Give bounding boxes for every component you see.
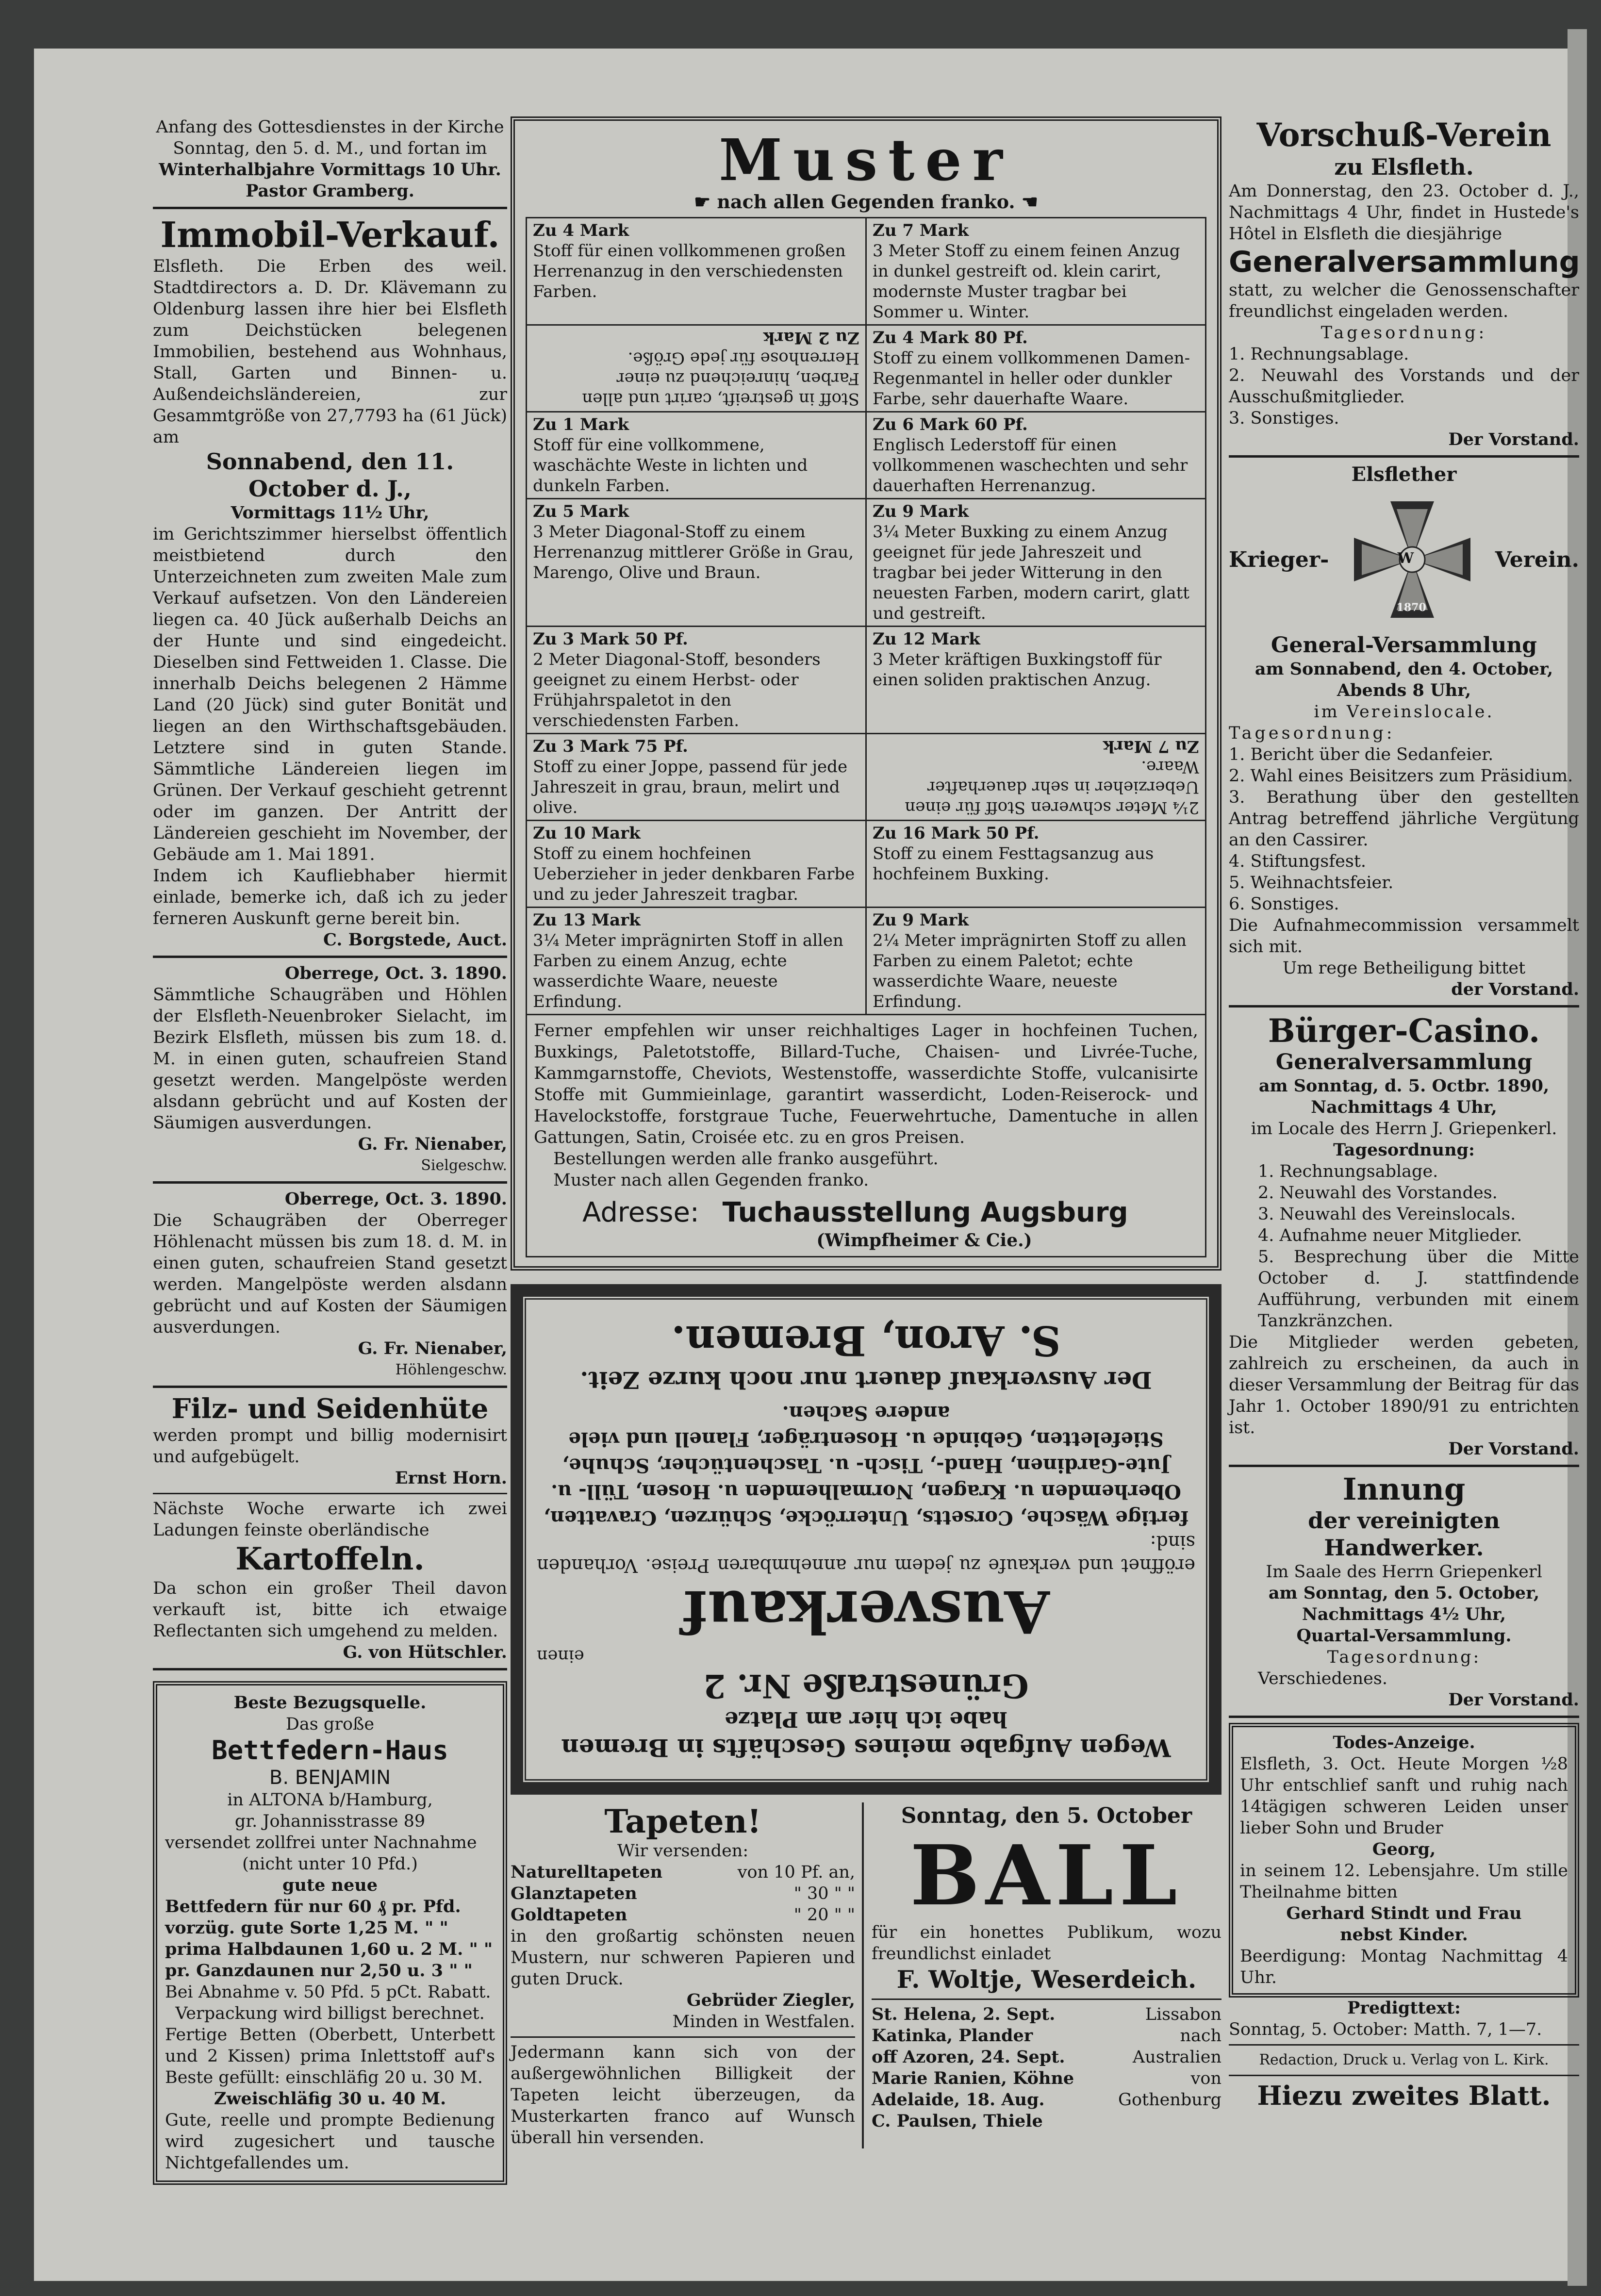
vorschuss-title: Vorschuß-Verein — [1256, 116, 1551, 154]
tapeten-ad — [511, 1802, 864, 2148]
todes-title: Todes-Anzeige. — [1333, 1733, 1475, 1752]
price-cell — [527, 908, 867, 1015]
bettfedern-line: Verpackung wird billigst berechnet. — [175, 2004, 485, 2023]
innung-title: Innung — [1342, 1471, 1466, 1507]
bettfedern-line: pr. Ganzdaunen nur 2,50 u. 3 " " — [165, 1961, 473, 1981]
muster-samples: Muster nach allen Gegenden franko. — [553, 1171, 869, 1190]
ship-route: Lissabon — [1145, 2005, 1221, 2024]
bettfedern-line: gute neue — [282, 1875, 378, 1895]
innung-agenda-title: Tagesordnung: — [1327, 1648, 1481, 1667]
todes-body: Elsfleth, 3. Oct. Heute Morgen ½8 Uhr entschlief sanft und ruhig nach 14tägigen schweren Leiden unser lieber Sohn und Bruder — [1240, 1754, 1568, 1838]
muster-subtitle: ☛ nach allen Gegenden franko. ☚ — [694, 191, 1038, 213]
bottom-middle-row — [511, 1802, 1221, 2148]
kartoffeln-intro: Nächste Woche erwarte ich zwei Ladungen feinste oberländische — [153, 1499, 507, 1540]
casino-item: 3. Neuwahl des Vereinslocals. — [1258, 1205, 1516, 1224]
tapeten-line-2: in den großartig schönsten neuen Mustern, nur schweren Papieren und guten Druck. — [511, 1927, 855, 1989]
ship-route: von — [1190, 2069, 1221, 2088]
price-description: 3 Meter Stoff zu einem feinen Anzug in dunkel gestreift od. klein carirt, modernste Muster tragbar bei Sommer u. Winter. — [873, 241, 1180, 322]
krieger-item: 4. Stiftungsfest. — [1229, 852, 1367, 871]
bettfedern-name: B. BENJAMIN — [269, 1767, 391, 1789]
todes-anzeige — [1229, 1723, 1579, 1998]
middle-column — [511, 116, 1221, 2148]
innung-kind: Quartal-Versammlung. — [1296, 1626, 1512, 1646]
krieger-sign: der Vorstand. — [1451, 979, 1579, 999]
price-cell — [867, 413, 1206, 499]
krieger-right: Verein. — [1495, 547, 1579, 572]
price-description: Englisch Lederstoff für einen vollkommenen waschechten und sehr dauerhaften Herrenanzug. — [873, 435, 1188, 496]
price-cell — [527, 821, 867, 908]
kartoffeln-body: Da schon ein großer Theil davon verkauft ist, bitte ich etwaige Reflectanten sich umgehend zu melden. — [153, 1579, 507, 1641]
krieger-place: im Vereinslocale. — [1314, 702, 1494, 722]
ball-ad — [864, 1802, 1221, 2148]
oberrege2-head: Oberrege, Oct. 3. 1890. — [284, 1189, 507, 1209]
bettfedern-das: Das große — [285, 1715, 375, 1734]
price-description: Stoff in gestreift, carirt und allen Farben, hinreichend zu einer Herrenhose für jede Größe. — [582, 348, 859, 409]
left-column — [153, 116, 507, 2185]
price-cell — [867, 499, 1206, 627]
immobil-time: Vormittags 11½ Uhr, — [231, 503, 429, 523]
bettfedern-line: versendet zollfrei unter Nachnahme — [165, 1833, 477, 1852]
hand-pointer-icon: ☛ — [694, 191, 717, 213]
kartoffeln-title: Kartoffeln. — [235, 1541, 425, 1577]
todes-body-2: in seinem 12. Lebensjahre. Um stille Theilnahme bitten — [1240, 1861, 1568, 1902]
muster-address-sub: (Wimpfheimer & Cie.) — [816, 1230, 1032, 1251]
price-description: Stoff zu einem vollkommenen Damen-Regenmantel in heller oder dunkler Farbe, sehr dauerhafte Waare. — [873, 348, 1190, 409]
oberrege2-role: Höhlengeschw. — [395, 1361, 507, 1378]
price-description: Stoff zu einem hochfeinen Ueberzieher in jeder denkbaren Farbe und zu jeder Jahreszeit tragbar. — [533, 844, 855, 904]
immobil-body: Elsfleth. Die Erben des weil. Stadtdirectors a. D. Dr. Klävemann zu Oldenburg lassen ihre hier bei Elsfleth zum Deichstücken belegenen Immobilien, bestehend aus Wohnhaus, Stall, Garten und Binnen- u. Außendeichsländereien, zur Gesammtgröße von 27,7793 ha (61 Jück) am — [153, 257, 507, 447]
ship-news — [872, 2004, 1221, 2132]
bettfedern-ad — [153, 1681, 507, 2185]
price-cell — [867, 627, 1206, 734]
price-label: Zu 5 Mark — [533, 502, 629, 521]
ausverkauf-content — [537, 1316, 1195, 1763]
casino-sign: Der Vorstand. — [1448, 1439, 1579, 1459]
ball-body: für ein honettes Publikum, wozu freundlichst einladet — [872, 1923, 1221, 1964]
tapeten-kind: Naturelltapeten — [511, 1862, 663, 1882]
bettfedern-title: Bettfedern-Haus — [212, 1735, 448, 1766]
innung-item: Verschiedenes. — [1258, 1669, 1387, 1688]
kartoffeln-sign: G. von Hütschler. — [343, 1642, 507, 1662]
price-label: Zu 13 Mark — [533, 910, 641, 930]
predigt-title: Predigttext: — [1347, 1998, 1461, 2018]
muster-ad — [511, 116, 1221, 1271]
tapeten-price-row — [511, 1862, 855, 1883]
ausverkauf-line-4: einen — [537, 1646, 584, 1666]
ausverkauf-line-3: Grünestraße Nr. 2 — [703, 1667, 1029, 1705]
price-cell — [527, 326, 867, 413]
tapeten-kind: Glanztapeten — [511, 1883, 637, 1903]
price-label: Zu 7 Mark — [873, 221, 969, 240]
vorschuss-gv: Generalversammlung — [1229, 245, 1580, 279]
church-line-1: Anfang des Gottesdienstes in der Kirche — [156, 117, 504, 137]
price-grid — [526, 217, 1206, 1015]
filz-body: werden prompt und billig modernisirt und aufgebügelt. — [153, 1426, 507, 1467]
oberrege1-head: Oberrege, Oct. 3. 1890. — [284, 963, 507, 983]
oberrege1-sign: G. Fr. Nienaber, — [358, 1134, 507, 1154]
casino-item: 5. Besprechung über die Mitte October d. J. stattfindende Aufführung, verbunden mit einem Tanzkränzchen. — [1258, 1247, 1579, 1331]
price-cell — [527, 627, 867, 734]
ship-route: nach — [1180, 2026, 1221, 2046]
tapeten-city: Minden in Westfalen. — [672, 2012, 855, 2032]
price-label: Zu 16 Mark 50 Pf. — [873, 824, 1040, 843]
immobil-date: Sonnabend, den 11. October d. J., — [206, 448, 454, 502]
muster-more: Ferner empfehlen wir unser reichhaltiges Lager in hochfeinen Tuchen, Buxkings, Paletotstoffe, Billard-Tuche, Chaisen- und Livrée-Tuche, Kammgarnstoffe, Cheviots, Westenstoffe, wasserdichte Stoffe, vulcanisirte Stoffe mit Gummieinlage, garantirt wasserdicht, Loden-Reiserock- und Havelockstoffe, forstgraue Tuche, Feuerwehrtuche, Damentuche in allen Gattungen, Satin, Croisée etc. zu en gros Preisen. — [534, 1021, 1198, 1147]
casino-place: im Locale des Herrn J. Griepenkerl. — [1251, 1119, 1557, 1139]
krieger-top: Elsflether — [1351, 463, 1457, 486]
hand-pointer-icon: ☚ — [1015, 191, 1038, 213]
ausverkauf-line-2: habe ich hier am Platze — [725, 1707, 1007, 1732]
bettfedern-city: in ALTONA b/Hamburg, — [227, 1790, 433, 1810]
price-cell — [867, 218, 1206, 326]
iron-cross-icon: W 1870 — [1344, 492, 1480, 628]
todes-sign: Gerhard Stindt und Frau — [1286, 1903, 1522, 1923]
bettfedern-line: Fertige Betten (Oberbett, Unterbett und 2 Kissen) prima Inlettstoff auf's Beste gefüllt: einschläfig 20 u. 30 M. — [165, 2025, 495, 2087]
ausverkauf-line-6: fertige Wäsche, Corsetts, Unterröcke, Schürzen, Cravatten, Oberhemden u. Kragen, Normalhemden u. Hosen, Tüll- u. Jute-Gardinen, Hand-, Tisch- u. Taschentücher, Schuhe, Stiefeletten, Gebinde u. Hosenträger, Flanell und viele andere Sachen. — [543, 1402, 1189, 1529]
price-cell — [527, 218, 867, 326]
krieger-item: 6. Sonstiges. — [1229, 894, 1339, 914]
krieger-item: 2. Wahl eines Beisitzers zum Präsidium. — [1229, 766, 1573, 786]
tapeten-price: " 30 " " — [793, 1884, 855, 1903]
ball-date: Sonntag, den 5. October — [901, 1803, 1192, 1828]
ship-name: St. Helena, 2. Sept. — [872, 2004, 1056, 2024]
price-label: Zu 12 Mark — [873, 629, 980, 649]
price-description: 2¼ Meter imprägnirten Stoff zu allen Farben zu einem Paletot; echte wasserdichte Waare, neueste Erfindung. — [873, 931, 1187, 1011]
casino-title: Bürger-Casino. — [1268, 1012, 1540, 1050]
casino-item: 1. Rechnungsablage. — [1258, 1162, 1438, 1181]
price-description: Stoff zu einer Joppe, passend für jede Jahreszeit in grau, braun, melirt und olive. — [533, 757, 848, 817]
muster-address: Adresse: Tuchausstellung Augsburg — [582, 1197, 1128, 1228]
tapeten-kind: Goldtapeten — [511, 1905, 627, 1925]
ship-row — [872, 2025, 1221, 2047]
filz-sign: Ernst Horn. — [395, 1468, 507, 1488]
ausverkauf-line-7: Der Ausverkauf dauert nur noch kurze Zeit. — [580, 1366, 1152, 1393]
price-cell — [527, 499, 867, 627]
ausverkauf-title: Ausverkauf — [682, 1577, 1050, 1646]
bettfedern-top: Beste Bezugsquelle. — [233, 1693, 427, 1713]
right-column — [1229, 116, 1579, 2111]
muster-title: Muster — [719, 126, 1013, 194]
tapeten-prices — [511, 1862, 855, 1926]
casino-item: 2. Neuwahl des Vorstandes. — [1258, 1183, 1498, 1203]
price-label: Zu 1 Mark — [533, 415, 629, 434]
ship-name: Adelaide, 18. Aug. — [872, 2090, 1045, 2110]
price-description: Stoff zu einem Festtagsanzug aus hochfeinem Buxking. — [873, 844, 1154, 884]
tapeten-title: Tapeten! — [604, 1802, 761, 1840]
price-cell — [867, 908, 1206, 1015]
oberrege1-body: Sämmtliche Schaugräben und Höhlen der Elsfleth-Neuenbroker Sielacht, im Bezirk Elsfleth, müssen bis zum 18. d. M. in einen guten, schaufreien Stand gesetzt werden. Mangelpöste werden alsdann gebrücht und auf Kosten der Säumigen ausverdungen. — [153, 985, 507, 1133]
immobil-body-3: Indem ich Kaufliebhaber hiermit einlade, bemerke ich, daß ich zu jeder ferneren Auskunft gerne bereit bin. — [153, 866, 507, 928]
price-cell — [527, 734, 867, 821]
price-description: 2¼ Meter schweren Stoff für einen Ueberzieher in sehr dauerhafter Waare. — [905, 757, 1199, 817]
ball-title: BALL — [910, 1827, 1183, 1924]
price-label: Zu 9 Mark — [873, 910, 969, 930]
todes-burial: Beerdigung: Montag Nachmittag 4 Uhr. — [1240, 1947, 1568, 1987]
ship-name: C. Paulsen, Thiele — [872, 2111, 1043, 2131]
tapeten-price-row — [511, 1883, 855, 1904]
oberrege1-role: Sielgeschw. — [421, 1157, 507, 1174]
price-label: Zu 4 Mark 80 Pf. — [873, 328, 1028, 347]
price-label: Zu 3 Mark 75 Pf. — [533, 737, 688, 756]
ship-name: Marie Ranien, Köhne — [872, 2068, 1074, 2088]
price-label: Zu 4 Mark — [533, 221, 629, 240]
krieger-year: 1870 — [1396, 601, 1426, 614]
bettfedern-line: (nicht unter 10 Pfd.) — [242, 1854, 418, 1874]
krieger-item: 3. Berathung über den gestellten Antrag betreffend jährliche Vergütung an den Cassirer. — [1229, 788, 1579, 850]
tapeten-price: " 20 " " — [793, 1905, 855, 1925]
church-line-3: Winterhalbjahre Vormittags 10 Uhr. — [159, 160, 501, 180]
price-description: 3 Meter kräftigen Buxkingstoff für einen soliden praktischen Anzug. — [873, 650, 1162, 690]
price-cell — [527, 413, 867, 499]
filz-title: Filz- und Seidenhüte — [171, 1393, 489, 1425]
krieger-agenda-title: Tagesordnung: — [1229, 724, 1395, 743]
ship-route: Australien — [1132, 2048, 1221, 2067]
innung-sign: Der Vorstand. — [1448, 1690, 1579, 1710]
bettfedern-line: Bei Abnahme v. 50 Pfd. 5 pCt. Rabatt. — [165, 1982, 491, 2002]
oberrege2-body: Die Schaugräben der Oberreger Höhlenacht müssen bis zum 18. d. M. in einen guten, schaufreien Stand gesetzt werden. Mangelpöste werden alsdann gebrücht und auf Kosten der Säumigen ausverdungen. — [153, 1211, 507, 1337]
ship-row — [872, 2068, 1221, 2089]
casino-body: Die Mitglieder werden gebeten, zahlreich zu erscheinen, da auch in dieser Versammlung der Beitrag für das Jahr 1. October 1890/91 zu entrichten ist. — [1229, 1333, 1579, 1437]
ausverkauf-line-5: eröffnet und verkaufe zu jedem nur annehmbaren Preise. Vorhanden sind: — [537, 1532, 1195, 1576]
innung-place: Im Saale des Herrn Griepenkerl — [1266, 1562, 1542, 1582]
tapeten-sign: Gebrüder Ziegler, — [686, 1990, 855, 2010]
price-label: Zu 6 Mark 60 Pf. — [873, 415, 1028, 434]
vorschuss-agenda-title: Tagesordnung: — [1320, 323, 1487, 343]
price-label: Zu 10 Mark — [533, 824, 641, 843]
bettfedern-street: gr. Johannisstrasse 89 — [234, 1812, 426, 1831]
vorschuss-item: 3. Sonstiges. — [1229, 409, 1339, 428]
church-line-4: Pastor Gramberg. — [246, 181, 414, 201]
immobil-title: Immobil-Verkauf. — [160, 214, 500, 255]
price-description: 2 Meter Diagonal-Stoff, besonders geeignet zu einem Herbst- oder Frühjahrspaletot in den verschiedensten Farben. — [533, 650, 821, 730]
ship-name: off Azoren, 24. Sept. — [872, 2047, 1065, 2067]
tapeten-price-row — [511, 1904, 855, 1926]
krieger-body: Die Aufnahmecommission versammelt sich mit. — [1229, 916, 1579, 957]
tapeten-price: von 10 Pf. an, — [737, 1863, 855, 1882]
bettfedern-line: vorzüg. gute Sorte 1,25 M. " " — [165, 1918, 448, 1938]
price-label: Zu 7 Mark — [1103, 737, 1199, 756]
ship-row — [872, 2111, 1221, 2132]
tapeten-line-1: Wir versenden: — [617, 1841, 749, 1861]
bettfedern-line: Zweischläfig 30 u. 40 M. — [214, 2089, 446, 2109]
ship-name: Katinka, Plander — [872, 2026, 1033, 2046]
tapeten-line-3: Jedermann kann sich von der außergewöhnlichen Billigkeit der Tapeten leicht überzeugen, da Musterkarten franco auf Wunsch überall hin versenden. — [511, 2043, 855, 2147]
vorschuss-body: Am Donnerstag, den 23. October d. J., Nachmittags 4 Uhr, findet in Hustede's Hôtel in Elsfleth die diesjährige — [1229, 182, 1579, 244]
casino-time: Nachmittags 4 Uhr, — [1311, 1097, 1497, 1117]
krieger-item: 5. Weihnachtsfeier. — [1229, 873, 1394, 892]
price-description: 3¼ Meter Buxking zu einem Anzug geeignet für jede Jahreszeit und tragbar bei jeder Witterung in den neuesten Farben, modern carirt, glatt und gestreift. — [873, 522, 1189, 623]
price-cell — [867, 326, 1206, 413]
casino-item: 4. Aufnahme neuer Mitglieder. — [1258, 1226, 1522, 1245]
vorschuss-item: 1. Rechnungsablage. — [1229, 345, 1409, 364]
krieger-gv: General-Versammlung — [1271, 633, 1537, 658]
predigt-text: Sonntag, 5. October: Matth. 7, 1—7. — [1229, 2020, 1542, 2039]
price-label: Zu 3 Mark 50 Pf. — [533, 629, 688, 649]
price-description: 3 Meter Diagonal-Stoff zu einem Herrenanzug mittlerer Größe in Grau, Marengo, Olive und Braun. — [533, 522, 854, 582]
price-description: Stoff für eine vollkommene, waschächte Weste in lichten und dunkeln Farben. — [533, 435, 808, 496]
casino-agenda-title: Tagesordnung: — [1333, 1140, 1475, 1160]
price-description: Stoff für einen vollkommenen großen Herrenanzug in den verschiedensten Farben. — [533, 241, 846, 301]
vorschuss-sub: zu Elsfleth. — [1334, 154, 1474, 180]
ausverkauf-name: S. Aron, Bremen. — [671, 1317, 1061, 1365]
innung-time: Nachmittags 4½ Uhr, — [1302, 1604, 1506, 1624]
church-line-2: Sonntag, den 5. d. M., und fortan im — [173, 139, 487, 158]
immobil-body-2: im Gerichtszimmer hierselbst öffentlich meistbietend durch den Unterzeichneten zum zweiten Male zum Verkauf aufsetzen. Von den Ländereien liegen ca. 40 Jück außerhalb Deichs an der Hunte und sind eingedeicht. Dieselben sind Fettweiden 1. Classe. Die innerhalb Deichs belegenen 2 Hämme Land (20 Jück) sind guter Bonität und liegen an den Wirthschaftsgebäuden. Letztere sind in guten Stande. Sämmtliche Ländereien liegen im Grünen. Der Verkauf geschieht getrennt oder im ganzen. Der Antritt der Ländereien geschieht im November, der Gebäude am 1. Mai 1891. — [153, 525, 507, 864]
krieger-body-2: Um rege Betheiligung bittet — [1282, 958, 1526, 978]
ship-row — [872, 2089, 1221, 2111]
zweites-blatt: Hiezu zweites Blatt. — [1257, 2080, 1551, 2111]
price-cell — [867, 821, 1206, 908]
redaction: Redaction, Druck u. Verlag von L. Kirk. — [1259, 2051, 1549, 2068]
immobil-sign: C. Borgstede, Auct. — [323, 930, 507, 950]
ausverkauf-ad — [511, 1284, 1221, 1795]
price-label: Zu 2 Mark — [763, 328, 859, 347]
innung-date: am Sonntag, den 5. October, — [1268, 1583, 1540, 1603]
innung-sub: der vereinigten Handwerker. — [1308, 1507, 1500, 1561]
ship-route: Gothenburg — [1118, 2090, 1221, 2110]
krieger-item: 1. Bericht über die Sedanfeier. — [1229, 745, 1494, 764]
casino-gv: Generalversammlung — [1275, 1050, 1533, 1074]
price-cell — [867, 734, 1206, 821]
ship-row — [872, 2047, 1221, 2068]
krieger-time: Abends 8 Uhr, — [1337, 680, 1471, 700]
krieger-date: am Sonnabend, den 4. October, — [1254, 659, 1553, 679]
vorschuss-item: 2. Neuwahl des Vorstands und der Ausschußmitglieder. — [1229, 366, 1579, 407]
ausverkauf-line-1: Wegen Aufgabe meines Geschäfts in Bremen — [561, 1734, 1171, 1762]
oberrege2-sign: G. Fr. Nienaber, — [358, 1338, 507, 1358]
krieger-left: Krieger- — [1229, 547, 1329, 572]
vorschuss-body-2: statt, zu welcher die Genossenschafter freundlichst eingeladen werden. — [1229, 281, 1579, 321]
price-description: 3¼ Meter imprägnirten Stoff in allen Farben zu einem Anzug, echte wasserdichte Waare, neueste Erfindung. — [533, 931, 843, 1011]
ship-row — [872, 2004, 1221, 2025]
price-label: Zu 9 Mark — [873, 502, 969, 521]
muster-orders: Bestellungen werden alle franko ausgeführt. — [553, 1149, 939, 1169]
casino-date: am Sonntag, d. 5. Octbr. 1890, — [1258, 1076, 1550, 1096]
bettfedern-line: Gute, reelle und prompte Bedienung wird zugesichert und tausche Nichtgefallendes um. — [165, 2111, 495, 2173]
ball-sign: F. Woltje, Weserdeich. — [896, 1965, 1197, 1994]
bettfedern-line: Bettfedern für nur 60 ₰ pr. Pfd. — [165, 1897, 461, 1916]
todes-name: Georg, — [1372, 1839, 1436, 1859]
vorschuss-sign: Der Vorstand. — [1448, 429, 1579, 449]
krieger-header — [1229, 487, 1579, 632]
todes-sign-2: nebst Kinder. — [1340, 1925, 1468, 1945]
bettfedern-line: prima Halbdaunen 1,60 u. 2 M. " " — [165, 1939, 493, 1959]
